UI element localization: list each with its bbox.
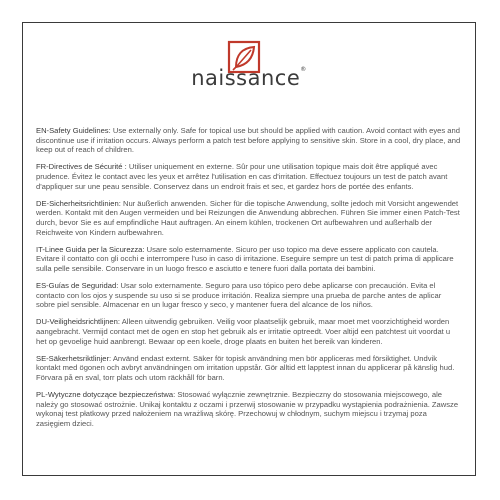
guideline-body: Use externally only. Safe for topical use but should be applied with caution. Avoid contact with eyes and discontinue use if irritation occurs. Always perform a patch test before applying to sensitive skin. Store in a cool, dry place, and keep out of reach of children. — [36, 126, 461, 155]
guideline-body: Usar solo externamente. Seguro para uso tópico pero debe aplicarse con precaución. Evita el contacto con los ojos y suspende su uso si se produce irritación. Realiza siempre una prueba de parche antes de aplicar sobre piel sensible. Almacenar en un lugar fresco y seco, y mantener fuera del alcance de los niños. — [36, 281, 442, 310]
guideline-it — [36, 245, 462, 274]
brand-wordmark — [23, 66, 475, 90]
brand-name: naissance — [191, 66, 301, 90]
guideline-body: Alleen uitwendig gebruiken. Veilig voor plaatselijk gebruik, maar moet met voorzichtigheid worden aangebracht. Vermijd contact met de ogen en stop het gebruik als er irritatie optreedt. Voer altijd een patchtest uit voordat u het op gevoelige huid aanbrengt. Bewaar op een koele, droge plaats en buiten het bereik van kinderen. — [36, 317, 451, 346]
safety-guidelines — [36, 126, 462, 436]
guideline-pl — [36, 390, 462, 428]
guideline-fr — [36, 162, 462, 191]
guideline-heading: DU-Veiligheidsrichtlijnen: — [36, 317, 120, 327]
guideline-body: Stosować wyłącznie zewnętrznie. Bezpieczny do stosowania miejscowego, ale należy go stosować ostrożnie. Unikaj kontaktu z oczami i przerwij stosowanie w przypadku wystąpienia podrażnienia. Zawsze wykonaj test płatkowy przed nałożeniem na wrażliwą skórę. Przechowuj w chłodnym, suchym miejscu i trzymaj poza zasięgiem dzieci. — [36, 390, 459, 428]
guideline-en — [36, 126, 462, 155]
trademark-symbol: ® — [300, 66, 307, 73]
guideline-se — [36, 354, 462, 383]
guideline-body: Nur äußerlich anwenden. Sicher für die topische Anwendung, sollte jedoch mit Vorsicht angewendet werden. Kontakt mit den Augen vermeiden und bei Reizungen die Anwendung abbrechen. Führen Sie immer einen Patch-Test durch, bevor Sie es auf empfindliche Haut auftragen. An einem kühlen, trockenen Ort aufbewahren und außerhalb der Reichweite von Kindern aufbewahren. — [36, 198, 460, 237]
guideline-es — [36, 281, 462, 310]
guideline-heading: ES-Guías de Seguridad: — [36, 281, 119, 291]
guideline-du — [36, 317, 462, 346]
guideline-heading: FR-Directives de Sécurité : — [36, 162, 127, 172]
guideline-heading: DE-Sicherheitsrichtlinien: — [36, 198, 121, 208]
guideline-body: Använd endast externt. Säker för topisk användning men bör appliceras med försiktighet. Undvik kontakt med ögonen och avbryt användningen om irritation uppstår. Gör alltid ett lapptest innan du applicerar på känslig hud. Förvara på en sval, torr plats och utom räckhåll för barn. — [36, 353, 455, 383]
guideline-heading: EN-Safety Guidelines: — [36, 126, 111, 135]
guideline-heading: SE-Säkerhetsriktlinjer: — [36, 353, 112, 363]
guideline-body: Utiliser uniquement en externe. Sûr pour une utilisation topique mais doit être appliqué avec prudence. Évitez le contact avec les yeux et arrêtez l'utilisation en cas d'irritation. Effectuez toujours un test de patch avant d'appliquer sur une peau sensible. Conservez dans un endroit frais et sec, et gardez hors de portée des enfants. — [36, 162, 448, 191]
guideline-heading: PL-Wytyczne dotyczące bezpieczeństwa: — [36, 390, 176, 400]
label-card — [22, 22, 476, 476]
guideline-body: Usare solo esternamente. Sicuro per uso topico ma deve essere applicato con cautela. Evitare il contatto con gli occhi e interrompere l'uso in caso di irritazione. Eseguire sempre un test di patch prima di applicare sulla pelle sensibile. Conservare in un luogo fresco e asciutto e tenere fuori dalla portata dei bambini. — [36, 244, 454, 273]
guideline-de — [36, 199, 462, 237]
guideline-heading: IT-Linee Guida per la Sicurezza: — [36, 244, 145, 254]
